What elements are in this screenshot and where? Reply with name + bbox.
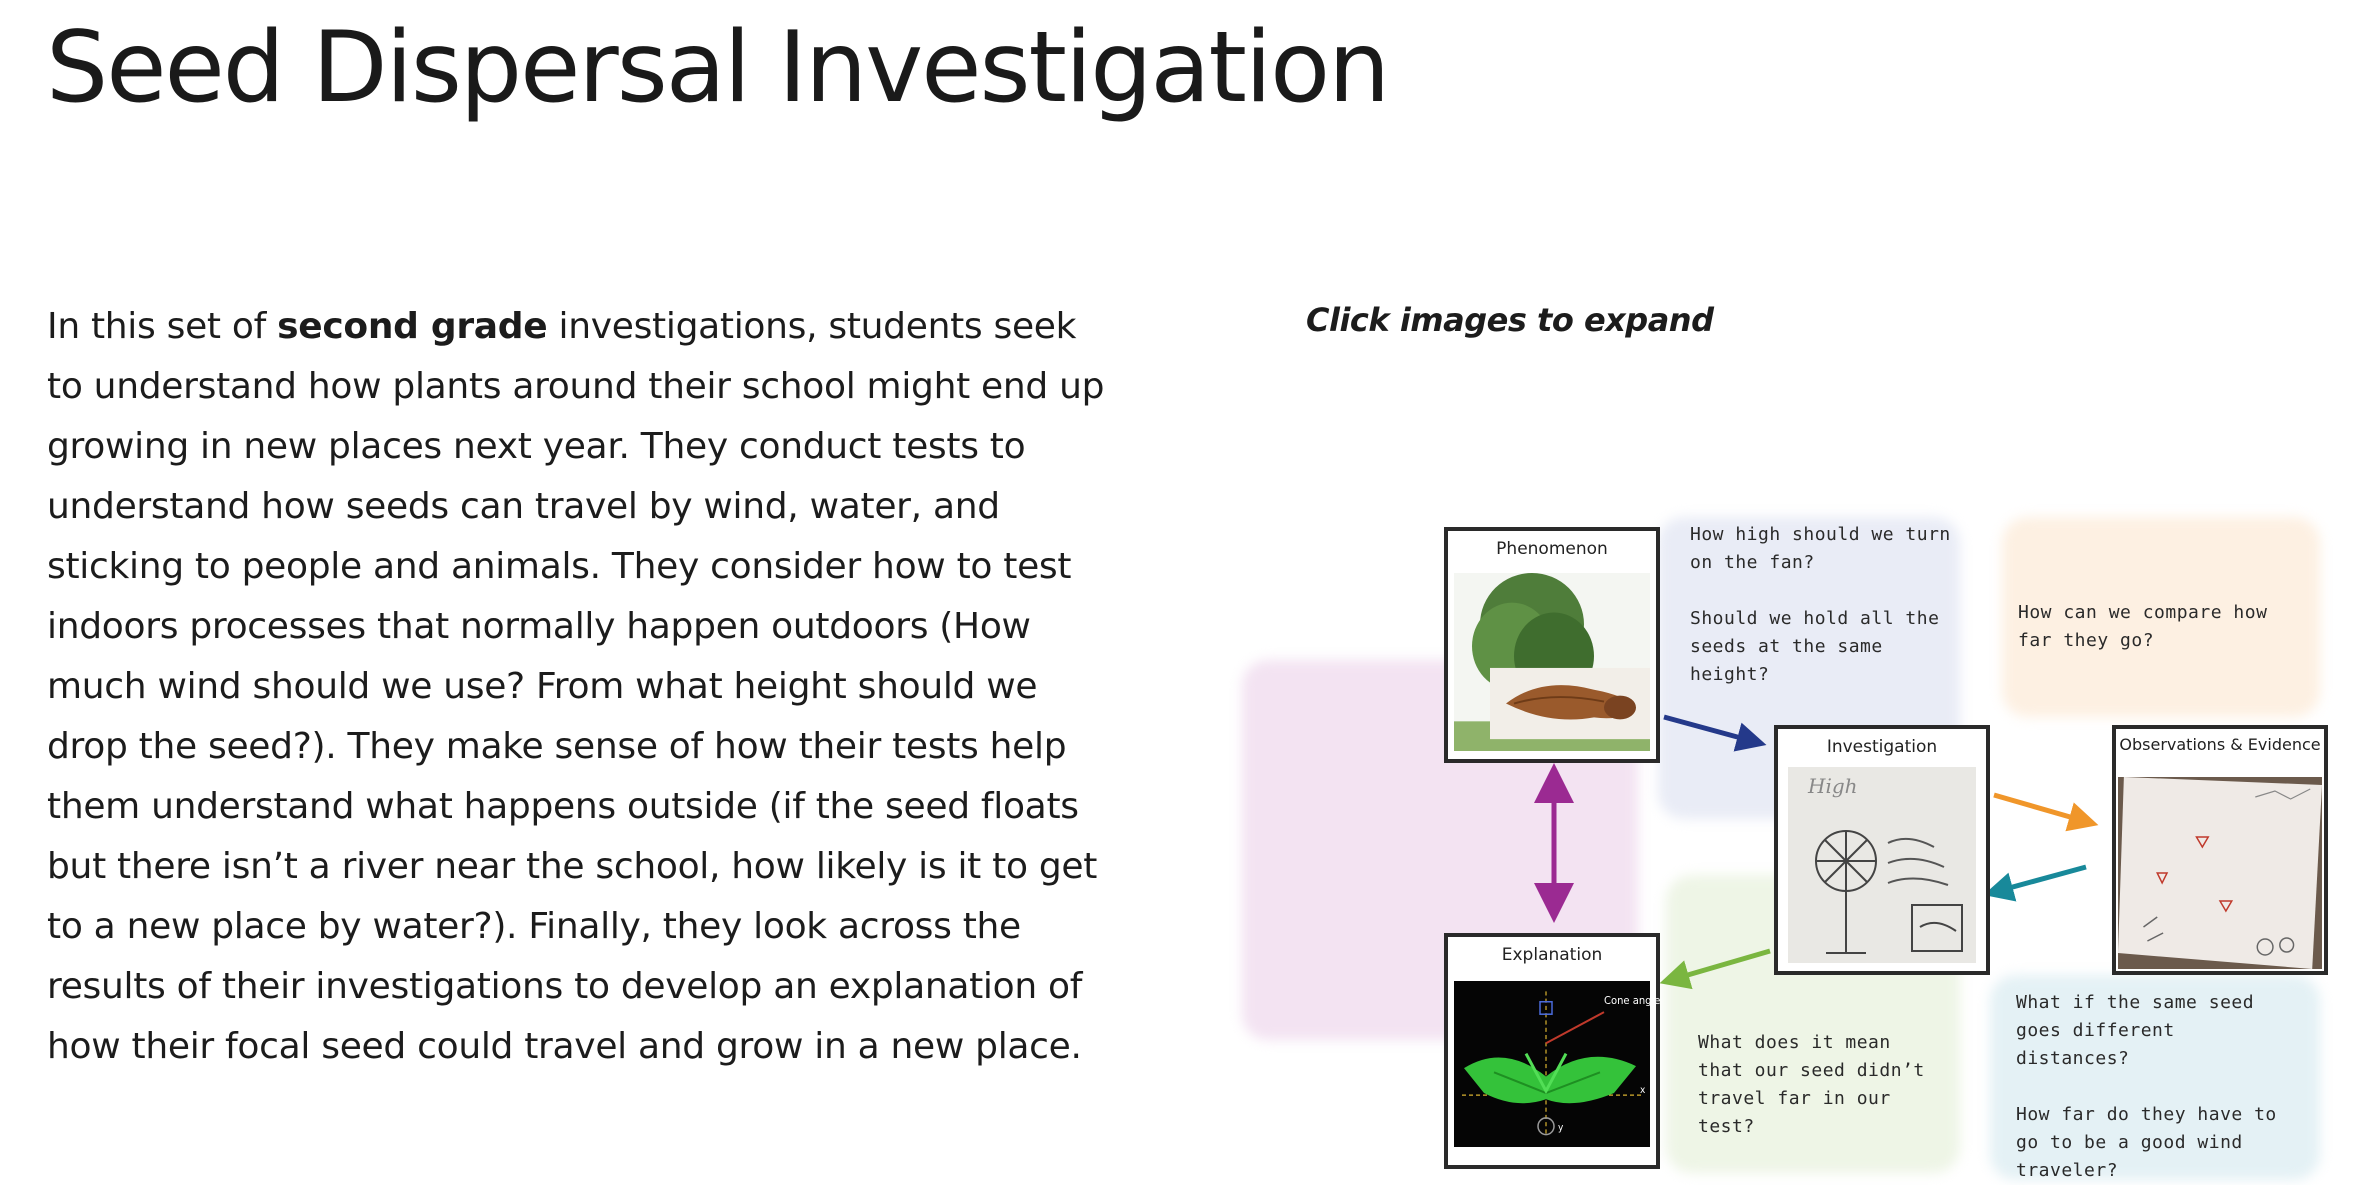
investigation-label: Investigation — [1826, 737, 1938, 757]
phenomenon-label: Phenomenon — [1496, 539, 1608, 559]
observations-label: Observations & Evidence — [2119, 735, 2321, 754]
intro-text-start: In this set of — [47, 306, 278, 347]
arrow-back-to-investigation — [1998, 867, 2086, 891]
plot-label-x: x — [1640, 1084, 1646, 1097]
investigation-card[interactable] — [1774, 725, 1990, 975]
plot-label-cone: Cone angle — [1604, 995, 1661, 1007]
phenomenon-card[interactable] — [1444, 527, 1660, 763]
investigation-cycle-diagram[interactable] — [1236, 505, 2326, 1185]
expand-hint: Click images to expand — [1306, 301, 1714, 339]
arrow-to-explanation — [1674, 951, 1770, 979]
explanation-card[interactable] — [1444, 933, 1660, 1169]
investigation-image[interactable] — [1788, 767, 1976, 963]
drawing-caption: High — [1808, 774, 1858, 798]
phenomenon-image[interactable] — [1454, 573, 1650, 751]
explanation-label: Explanation — [1501, 945, 1603, 965]
observations-card[interactable] — [2112, 725, 2328, 975]
explanation-image[interactable] — [1454, 981, 1661, 1147]
page-title: Seed Dispersal Investigation — [46, 11, 1389, 125]
arrow-to-investigation — [1664, 717, 1752, 741]
intro-grade-emphasis: second grade — [277, 306, 548, 347]
note-fan-height: How high should we turn on the fan? Should we hold all the seeds at the same height? — [1690, 524, 1951, 685]
tree-seed-photo — [1454, 573, 1650, 751]
student-drawing — [1788, 767, 1976, 963]
intro-text-rest: investigations, students seek to understand how plants around their school might end up growing in new places next year. They conduct tests to understand how seeds can travel by wind, water, and sticking to people and animals. They consider how to test indoors processes that normally happen outdoors (How much wind should we use? From what height should we drop the seed?). They make sense of how their tests help them understand what happens outside (if the seed floats but there isn’t a river near the school, how likely is it to get to a new place by water?). Finally, they look across the results of their investigations to develop an explanation of how their focal seed could travel and grow in a new place. — [47, 306, 1105, 1067]
plot-label-y: y — [1558, 1122, 1564, 1134]
seed-model-plot — [1454, 981, 1661, 1147]
note-same-seed: What if the same seed goes different distances? How far do they have to go to be a good wind traveler? — [2016, 992, 2277, 1181]
evidence-sheet-photo — [2118, 777, 2322, 969]
observations-image[interactable] — [2118, 777, 2322, 969]
intro-paragraph — [47, 297, 1107, 1077]
note-seed-travel: What does it mean that our seed didn’t travel far in our test? — [1698, 1032, 1925, 1137]
arrow-to-observations — [1994, 795, 2084, 821]
note-compare-distance: How can we compare how far they go? — [2018, 602, 2268, 651]
